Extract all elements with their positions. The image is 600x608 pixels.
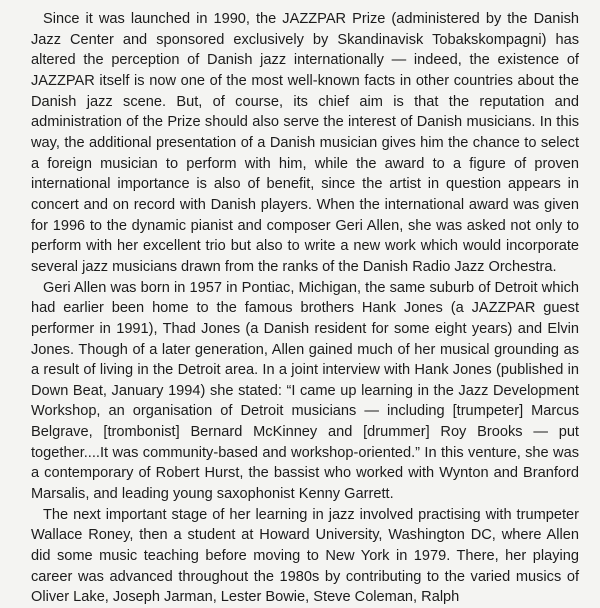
document-page: [31, 9, 579, 608]
paragraph-jazzpar-prize: Since it was launched in 1990, the JAZZPAR Prize (administered by the Danish Jazz Center and sponsored exclusively by Skandinavisk Tobakskompagni) has altered the perception of Danish jazz internationally — indeed, the existence of JAZZPAR itself is now one of the most well-known facts in other countries about the Danish jazz scene. But, of course, its chief aim is that the reputation and administration of the Prize should also serve the interest of Danish musicians. In this way, the additional presentation of a Danish musician gives him the chance to select a foreign musician to perform with him, while the award to a figure of proven international importance is also of benefit, since the artist in question appears in concert and on record with Danish players. When the international award was given for 1996 to the dynamic pianist and composer Geri Allen, she was asked not only to perform with her excellent trio but also to write a new work which would incorporate several jazz musicians drawn from the ranks of the Danish Radio Jazz Orchestra.: [31, 11, 579, 275]
paragraph-geri-allen-early-life: Geri Allen was born in 1957 in Pontiac, Michigan, the same suburb of Detroit which had earlier been home to the famous brothers Hank Jones (a JAZZPAR guest performer in 1991), Thad Jones (a Danish resident for some eight years) and Elvin Jones. Though of a later generation, Allen gained much of her musical grounding as a result of living in the Detroit area. In a joint interview with Hank Jones (published in Down Beat, January 1994) she stated: “I came up learning in the Jazz Development Workshop, an organisation of Detroit musicians — including [trumpeter] Marcus Belgrave, [trombonist] Bernard McKinney and [drummer] Roy Brooks — put together....It was community-based and workshop-oriented.” In this venture, she was a contemporary of Robert Hurst, the bassist who worked with Wynton and Branford Marsalis, and leading young saxophonist Kenny Garrett.: [31, 279, 579, 503]
paragraph-learning-and-career: The next important stage of her learning in jazz involved practising with trumpeter Wallace Roney, then a student at Howard University, Washington DC, where Allen did some music teaching before moving to New York in 1979. There, her playing career was advanced throughout the 1980s by contributing to the varied musics of Oliver Lake, Joseph Jarman, Lester Bowie, Steve Coleman, Ralph: [31, 506, 579, 606]
